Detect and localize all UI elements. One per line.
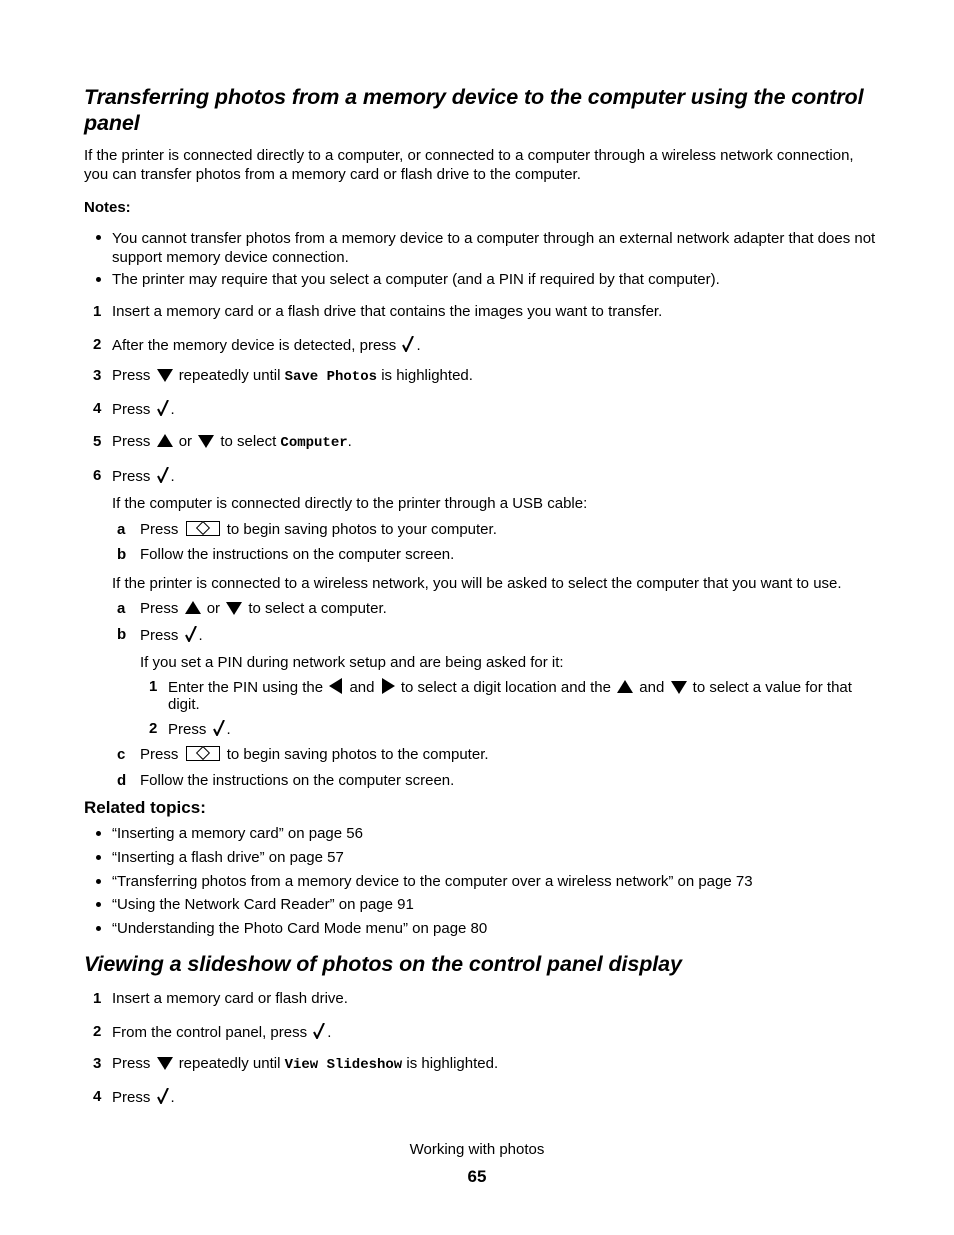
substep-text-part: to begin saving photos to the computer. bbox=[226, 746, 489, 763]
substep-text-part: to select a computer. bbox=[248, 600, 387, 617]
pin-step-text-part: and bbox=[639, 679, 665, 696]
up-arrow-icon bbox=[157, 434, 173, 448]
related-link[interactable]: “Understanding the Photo Card Mode menu” on page 80 bbox=[112, 920, 488, 937]
substep-text-part: . bbox=[198, 627, 203, 644]
usb-intro: If the computer is connected directly to the printer through a USB cable: bbox=[112, 495, 588, 512]
right-arrow-icon bbox=[381, 678, 395, 694]
substep-text-part: Press bbox=[140, 521, 179, 538]
substep-text: Follow the instructions on the computer screen. bbox=[140, 546, 455, 563]
down-arrow-icon bbox=[671, 680, 687, 694]
substep-letter: a bbox=[117, 521, 126, 538]
down-arrow-icon bbox=[157, 1056, 173, 1070]
step-text-part: or bbox=[178, 433, 193, 450]
pin-step-text-cont: digit. bbox=[168, 696, 200, 713]
substep-letter: d bbox=[117, 772, 127, 789]
section-title: Transferring photos from a memory device to the computer using the control bbox=[84, 85, 864, 109]
pin-step-number: 1 bbox=[149, 678, 158, 695]
bullet bbox=[96, 277, 101, 282]
intro-paragraph: If the printer is connected directly to a computer, or connected to a computer through a wireless network connection, you can transfer photos from a memory card or flash drive to the computer. bbox=[84, 147, 854, 183]
up-arrow-icon bbox=[617, 680, 633, 694]
step-text-part: Press bbox=[112, 468, 151, 485]
step-text-part: repeatedly until bbox=[178, 1055, 281, 1072]
related-link[interactable]: “Using the Network Card Reader” on page 91 bbox=[112, 896, 414, 913]
step-text-part: . bbox=[170, 468, 175, 485]
step-number: 1 bbox=[93, 303, 102, 320]
substep-text-part: Press bbox=[140, 627, 179, 644]
step-number: 3 bbox=[93, 367, 102, 384]
down-arrow-icon bbox=[198, 434, 214, 448]
step-text-part: to select bbox=[220, 433, 277, 450]
step-text-part: After the memory device is detected, press bbox=[112, 337, 397, 354]
menu-option: Save Photos bbox=[284, 369, 378, 385]
related-link[interactable]: “Inserting a memory card” on page 56 bbox=[112, 825, 363, 842]
menu-option: View Slideshow bbox=[284, 1057, 403, 1073]
page-number: 65 bbox=[467, 1167, 487, 1186]
step-text bbox=[112, 1055, 498, 1073]
bullet bbox=[96, 902, 101, 907]
step-number: 2 bbox=[93, 336, 102, 353]
step-text bbox=[112, 467, 175, 485]
step-number: 3 bbox=[93, 1055, 102, 1072]
left-arrow-icon bbox=[329, 678, 343, 694]
pin-step-text-part: Press bbox=[168, 721, 207, 738]
step-text bbox=[112, 400, 175, 418]
section-title: Viewing a slideshow of photos on the control panel display bbox=[84, 952, 682, 976]
checkmark-icon bbox=[157, 467, 169, 483]
start-button-icon bbox=[186, 746, 220, 761]
step-text bbox=[112, 336, 421, 354]
checkmark-icon bbox=[402, 336, 414, 352]
pin-step-text-part: to select a digit location and the bbox=[400, 679, 611, 696]
step-text-part: . bbox=[170, 1089, 175, 1106]
bullet bbox=[96, 926, 101, 931]
related-link[interactable]: “Transferring photos from a memory device to the computer over a wireless network” on page 73 bbox=[112, 873, 753, 890]
step-text bbox=[112, 1023, 331, 1041]
bullet bbox=[96, 831, 101, 836]
pin-step-text bbox=[168, 678, 852, 696]
step-text-part: Press bbox=[112, 367, 151, 384]
checkmark-icon bbox=[213, 720, 225, 736]
substep-text-part: or bbox=[206, 600, 221, 617]
step-number: 1 bbox=[93, 990, 102, 1007]
step-text-part: . bbox=[327, 1024, 332, 1041]
step-number: 4 bbox=[93, 1088, 102, 1105]
pin-step-text-part: to select a value for that bbox=[692, 679, 852, 696]
bullet bbox=[96, 235, 101, 240]
substep-text: Follow the instructions on the computer screen. bbox=[140, 772, 455, 789]
start-button-icon bbox=[186, 521, 220, 536]
pin-step-text bbox=[168, 720, 231, 738]
checkmark-icon bbox=[157, 400, 169, 416]
wireless-intro: If the printer is connected to a wireless network, you will be asked to select the computer that you want to use. bbox=[112, 575, 842, 592]
substep-text bbox=[140, 600, 387, 617]
step-number: 4 bbox=[93, 400, 102, 417]
step-text-part: Press bbox=[112, 401, 151, 418]
step-text-part: Press bbox=[112, 1089, 151, 1106]
substep-text bbox=[140, 521, 497, 538]
section-title-cont: panel bbox=[84, 111, 140, 135]
down-arrow-icon bbox=[157, 368, 173, 382]
step-text-part: . bbox=[347, 433, 352, 450]
substep-text bbox=[140, 626, 203, 644]
notes-label: Notes: bbox=[84, 199, 131, 216]
step-text-part: . bbox=[170, 401, 175, 418]
substep-text-part: to begin saving photos to your computer. bbox=[226, 521, 497, 538]
footer-section-name: Working with photos bbox=[409, 1141, 545, 1158]
step-text-part: is highlighted. bbox=[381, 367, 473, 384]
note-item: The printer may require that you select a computer (and a PIN if required by that computer). bbox=[112, 271, 720, 288]
pin-step-text-part: Enter the PIN using the bbox=[168, 679, 324, 696]
substep-text bbox=[140, 746, 489, 763]
substep-text-part: Press bbox=[140, 600, 179, 617]
step-text-part: From the control panel, press bbox=[112, 1024, 308, 1041]
step-text-part: Press bbox=[112, 1055, 151, 1072]
pin-step-number: 2 bbox=[149, 720, 158, 737]
related-topics-label: Related topics: bbox=[84, 798, 206, 817]
substep-letter: b bbox=[117, 626, 127, 643]
related-link[interactable]: “Inserting a flash drive” on page 57 bbox=[112, 849, 344, 866]
step-number: 6 bbox=[93, 467, 102, 484]
step-text-part: . bbox=[416, 337, 421, 354]
substep-letter: a bbox=[117, 600, 126, 617]
bullet bbox=[96, 855, 101, 860]
step-number: 5 bbox=[93, 433, 102, 450]
pin-step-text-part: and bbox=[349, 679, 375, 696]
step-text-part: repeatedly until bbox=[178, 367, 281, 384]
down-arrow-icon bbox=[226, 601, 242, 615]
step-number: 2 bbox=[93, 1023, 102, 1040]
pin-intro: If you set a PIN during network setup and are being asked for it: bbox=[140, 654, 564, 671]
menu-option: Computer bbox=[280, 435, 348, 451]
checkmark-icon bbox=[313, 1023, 325, 1039]
checkmark-icon bbox=[185, 626, 197, 642]
up-arrow-icon bbox=[185, 601, 201, 615]
substep-letter: b bbox=[117, 546, 127, 563]
step-text: Insert a memory card or a flash drive that contains the images you want to transfer. bbox=[112, 303, 663, 320]
step-text-part: is highlighted. bbox=[406, 1055, 499, 1072]
step-text-part: Press bbox=[112, 433, 151, 450]
substep-text-part: Press bbox=[140, 746, 179, 763]
substep-letter: c bbox=[117, 746, 126, 763]
bullet bbox=[96, 879, 101, 884]
step-text: Insert a memory card or flash drive. bbox=[112, 990, 348, 1007]
pin-step-text-part: . bbox=[226, 721, 231, 738]
step-text bbox=[112, 1088, 175, 1106]
note-item: You cannot transfer photos from a memory device to a computer through an external network adapter that does not support memory device connection. bbox=[112, 230, 876, 266]
step-text bbox=[112, 367, 473, 385]
step-text bbox=[112, 433, 352, 451]
checkmark-icon bbox=[157, 1088, 169, 1104]
